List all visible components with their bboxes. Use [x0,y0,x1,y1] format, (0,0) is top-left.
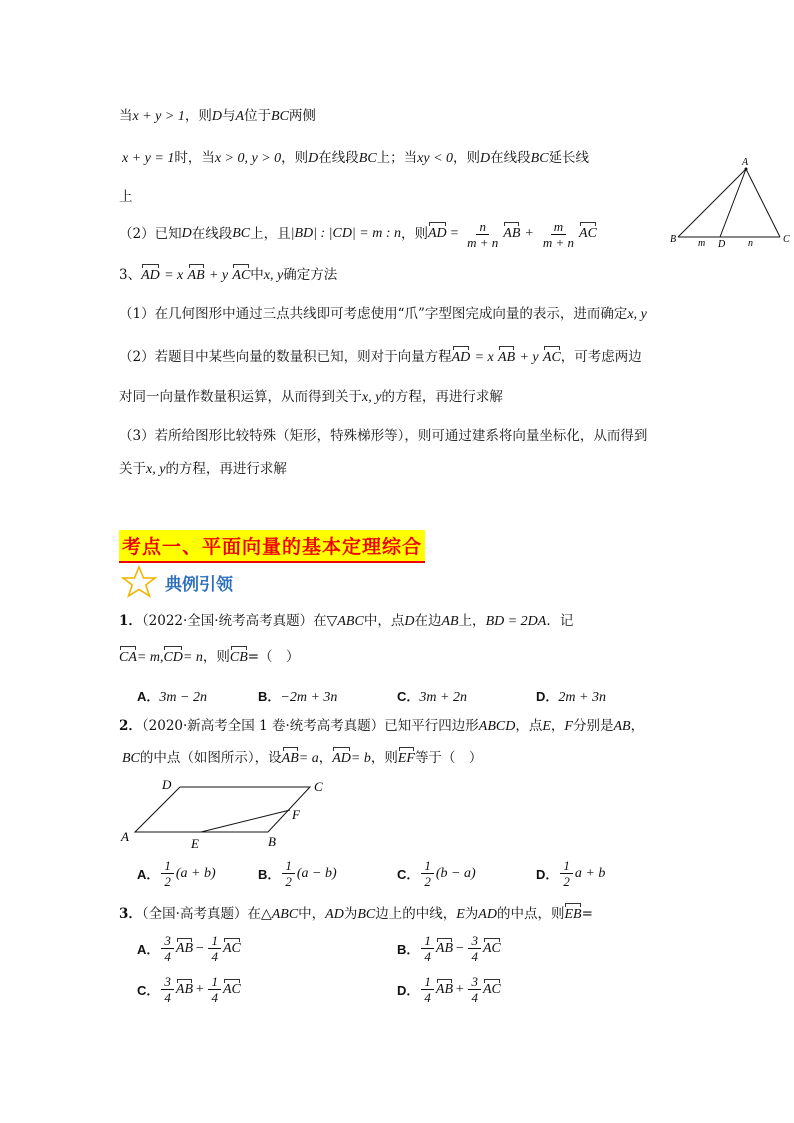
math: D [480,151,491,166]
option-text: a + b [574,865,606,881]
option-label: B． [397,942,420,957]
text: 的中点（如图所示），设 [139,750,282,766]
fraction [161,858,174,889]
math: AD [325,907,344,922]
text: ，点 [515,718,543,734]
math: D [404,614,415,629]
lead-title: 典例引领 [165,574,233,595]
text: ，则 [370,750,398,766]
option-text: 3m + 2n [419,690,467,705]
parallelogram-figure [118,775,338,855]
text-line-9: （3）若所给图形比较特殊（矩形，特殊梯形等），则可通过建系将向量坐标化，从而得到 [119,428,648,444]
text: ，则 [281,150,309,166]
denominator: 2 [424,874,431,889]
text: ．记 [546,613,574,629]
text: 边上的中线， [375,906,457,922]
text: 确定方法 [283,267,338,283]
label-c: C [783,234,790,245]
text: 在线段 [191,226,233,242]
option-text: (b − a) [435,865,476,881]
question-2-line-1 [119,717,644,736]
segment-ef [201,810,290,832]
vector: AC [222,981,241,997]
text: 等于（ ） [414,750,483,766]
q1-option-d[interactable] [536,686,606,706]
denominator: 2 [563,874,570,889]
math: ▽ABC [326,614,364,629]
math: xy < 0 [417,151,454,166]
text: （1）在几何图形中通过三点共线即可考虑使用“爪”字型图完成向量的表示，进而确定 [119,306,628,322]
text-line-10 [119,460,287,479]
fraction [468,933,481,964]
label-m: m [698,238,706,249]
option-label: A． [137,867,160,882]
math: AB [441,614,459,629]
q2-option-a[interactable] [137,858,216,889]
vector: AB [281,751,299,766]
math: − [455,940,465,956]
math: E [542,719,551,734]
math: = b [350,751,371,766]
parallelogram [135,787,310,832]
q2-option-c[interactable] [397,858,476,889]
question-3-line-1 [119,905,593,924]
numerator: 1 [282,858,295,874]
q2-option-b[interactable] [258,858,337,889]
option-text: (a − b) [296,865,337,881]
numerator: 3 [161,933,174,949]
math: = m, [136,650,164,665]
fraction [282,858,295,889]
math: x, y [362,390,382,405]
text: ，则 [202,649,230,665]
label-a: A [742,157,749,168]
denominator: m + n [467,234,499,250]
fraction [560,858,573,889]
text: ，可考虑两边 [560,349,642,365]
text: 3、 [119,267,142,283]
numerator: 1 [421,858,434,874]
question-number: 1． [119,613,142,629]
vector: AB [175,940,193,956]
numerator: m [551,219,566,235]
text: ， [550,718,565,734]
denominator: 2 [285,874,292,889]
option-label: B． [258,867,281,882]
vector: AD [332,751,351,766]
numerator: 3 [468,974,481,990]
math: x, y [627,307,647,322]
q1-option-b[interactable] [258,686,337,706]
text: ，则 [184,108,212,124]
vector: AB [187,268,205,283]
option-label: A． [137,689,160,704]
math: = n [182,650,203,665]
vector: AD [451,350,471,365]
math: D [181,226,192,241]
fraction [421,974,434,1005]
numerator: 1 [421,933,434,949]
math: A [235,109,245,124]
option-text: (a + b) [175,865,216,881]
text: ， [630,718,645,734]
vector: AC [482,940,501,956]
math: D [308,151,319,166]
text: = [581,906,593,922]
q3-option-a[interactable] [137,933,241,964]
option-label: B． [258,689,281,704]
label-b: B [268,834,276,849]
text: 中， [298,906,326,922]
side-ab [678,169,746,237]
math: F [564,719,573,734]
vector: CB [229,650,248,665]
option-label: D． [536,867,559,882]
q2-option-d[interactable] [536,858,605,889]
math: = x [164,268,184,283]
math: |BD| : |CD| = m : n [290,226,401,241]
math: BC [232,226,251,241]
fraction [464,219,501,250]
math: BC [271,109,289,124]
text: 中，点 [363,613,405,629]
text-line-4 [119,216,597,252]
math: x, y [263,268,284,283]
text-line-5 [119,266,337,285]
vector: CD [163,650,183,665]
text: 在线段 [490,150,531,166]
vector: EB [564,907,582,922]
vector: AB [503,226,521,241]
fraction [208,933,221,964]
segment-ad [720,169,746,237]
q3-option-b[interactable] [397,933,501,964]
option-label: C． [397,867,420,882]
denominator: 4 [471,949,478,964]
numerator: 1 [161,858,174,874]
label-f: F [292,807,300,822]
option-text: 3m − 2n [159,690,207,705]
numerator: 3 [161,974,174,990]
q1-option-c[interactable] [397,686,467,706]
question-number: 3． [119,906,142,922]
vector: AC [232,268,251,283]
fraction [468,974,481,1005]
denominator: 4 [164,990,171,1005]
fraction [421,933,434,964]
math: = a [298,751,319,766]
text: 位于 [244,108,272,124]
vector: AD [428,226,447,241]
text: 延长线 [548,150,590,166]
math: + y [208,268,229,283]
question-1-line-1 [119,612,573,631]
source: （2020·新高考全国 1 卷·统考高考真题） [141,718,385,734]
vector: AC [222,940,241,956]
math: + [195,981,205,997]
math: = [449,226,460,241]
label-d: D [162,777,172,792]
denominator: 4 [211,990,218,1005]
text: 在线段 [318,150,359,166]
vector: AC [579,226,597,241]
text-line-1 [119,107,316,126]
vector: AC [482,981,501,997]
math: E [456,907,465,922]
vector: AB [435,981,453,997]
vector: AB [498,350,516,365]
question-1-line-2 [119,648,300,667]
question-2-line-2 [122,749,482,768]
text: （2）若题目中某些向量的数量积已知，则对于向量方程 [119,349,452,365]
question-number: 2． [119,718,142,734]
text-line-2 [122,149,589,168]
vector: EF [397,751,415,766]
text: 上， [458,613,486,629]
text: ，则 [453,150,481,166]
denominator: 4 [471,990,478,1005]
denominator: 2 [164,874,171,889]
numerator: 1 [208,974,221,990]
text: ， [318,750,333,766]
math: △ABC [260,907,299,922]
text: =（ ） [247,649,300,665]
fraction [161,933,174,964]
fraction [161,974,174,1005]
text: 时，当 [174,150,215,166]
vector: AC [542,350,561,365]
fraction [540,219,577,250]
text: （2）已知 [119,226,182,242]
fraction [208,974,221,1005]
math: D [211,109,222,124]
math: + [524,226,534,241]
math: AD [478,907,497,922]
text: 的方程，再进行求解 [381,389,503,405]
denominator: 4 [424,990,431,1005]
math: x, y [146,462,166,477]
text-line-8 [119,388,503,407]
denominator: m + n [542,234,575,250]
text-line-3: 上 [119,189,133,205]
source: （2022·全国·统考高考真题） [141,613,314,629]
text: 在 [247,906,261,922]
q1-option-a[interactable] [137,686,207,706]
math: − [195,940,205,956]
text: 在边 [414,613,442,629]
text: 关于 [119,461,146,477]
math: = x [474,350,494,365]
star-icon [119,564,159,600]
text: ，则 [401,226,428,242]
option-text: −2m + 3n [280,690,338,705]
denominator: 4 [164,949,171,964]
numerator: 3 [468,933,481,949]
vector: AB [435,940,453,956]
math: + [455,981,465,997]
option-text: 2m + 3n [558,690,606,705]
text: 为 [464,906,479,922]
text: 当 [119,108,133,124]
math: BC [358,151,377,166]
section-title: 考点一、平面向量的基本定理综合 [119,530,425,563]
math: BC [530,151,549,166]
text: 两侧 [288,108,316,124]
text-line-6 [119,305,647,324]
text: 对同一向量作数量积运算，从而得到关于 [119,389,362,405]
math: x + y = 1 [122,151,175,166]
q3-option-c[interactable] [137,974,241,1005]
label-c: C [314,779,323,794]
text: 的中点，则 [496,906,565,922]
math: x + y > 1 [132,109,185,124]
numerator: 1 [560,858,573,874]
text: 为 [343,906,358,922]
text-line-7 [119,348,642,367]
vector: AB [175,981,193,997]
numerator: 1 [421,974,434,990]
label-n: n [748,238,753,249]
fraction [421,858,434,889]
option-label: D． [536,689,559,704]
triangle-figure [668,155,794,250]
side-ac [746,169,780,237]
text: 中 [250,267,264,283]
math: BD = 2DA [485,614,547,629]
q3-option-d[interactable] [397,974,501,1005]
numerator: n [476,219,489,235]
option-label: D． [397,983,420,998]
text: 上；当 [376,150,418,166]
label-e: E [191,836,199,851]
text: 在 [313,613,327,629]
text: 的方程，再进行求解 [165,461,287,477]
text: 与 [221,108,236,124]
math: BC [122,751,140,766]
math: x > 0, y > 0 [214,151,282,166]
label-b: B [670,234,677,245]
vector: AD [141,268,160,283]
math: BC [357,907,376,922]
math: AB [613,719,631,734]
option-label: C． [397,689,420,704]
denominator: 4 [211,949,218,964]
label-a: A [121,829,129,844]
option-label: A． [137,942,160,957]
text: 分别是 [572,718,614,734]
option-label: C． [137,983,160,998]
vector: CA [119,650,137,665]
text: 已知平行四边形 [384,718,479,734]
math: + y [519,350,539,365]
denominator: 4 [424,949,431,964]
numerator: 1 [208,933,221,949]
label-d: D [718,239,726,250]
text: 上，且 [250,226,291,242]
math: ABCD [478,719,516,734]
lead-row [119,564,233,600]
source: （全国·高考真题） [141,906,248,922]
